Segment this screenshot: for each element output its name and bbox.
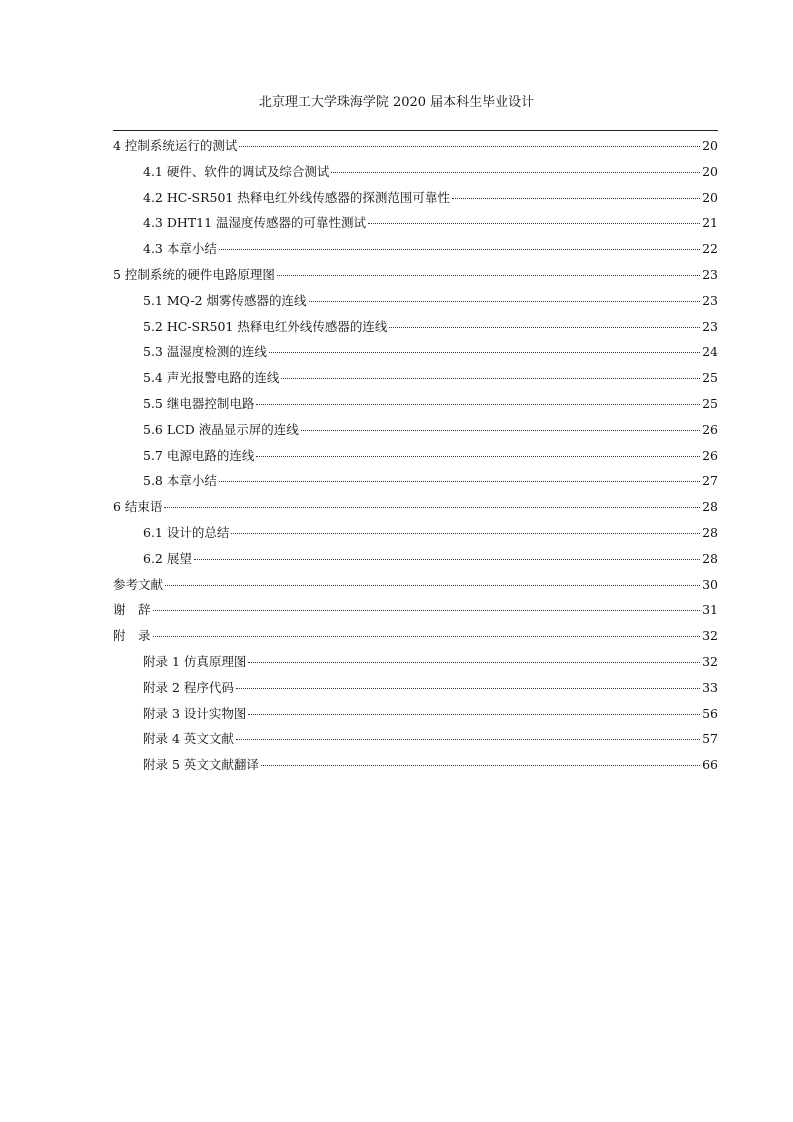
toc-leader-dots bbox=[331, 171, 700, 173]
toc-leader-dots bbox=[219, 248, 700, 250]
toc-leader-dots bbox=[194, 558, 700, 560]
toc-entry-page: 20 bbox=[702, 163, 718, 179]
toc-entry[interactable] bbox=[113, 446, 718, 472]
toc-entry[interactable] bbox=[113, 523, 718, 549]
toc-entry-title: 4.3 DHT11 温湿度传感器的可靠性测试 bbox=[143, 215, 366, 231]
header-rule bbox=[113, 130, 718, 131]
toc-entry[interactable] bbox=[113, 652, 718, 678]
toc-leader-dots bbox=[219, 480, 700, 482]
toc-entry-title: 谢 辞 bbox=[113, 602, 151, 618]
toc-leader-dots bbox=[261, 764, 700, 766]
toc-entry-title: 5.5 继电器控制电路 bbox=[143, 395, 255, 411]
toc-entry-title: 6.2 展望 bbox=[143, 550, 192, 566]
toc-leader-dots bbox=[256, 455, 700, 457]
toc-entry[interactable] bbox=[113, 213, 718, 239]
toc-entry-page: 22 bbox=[702, 241, 718, 257]
toc-entry-title: 5.8 本章小结 bbox=[143, 473, 217, 489]
toc-leader-dots bbox=[153, 635, 701, 637]
toc-entry-title: 参考文献 bbox=[113, 576, 164, 592]
toc-leader-dots bbox=[269, 351, 700, 353]
toc-entry[interactable] bbox=[113, 317, 718, 343]
toc-entry-page: 57 bbox=[702, 731, 718, 747]
toc-leader-dots bbox=[236, 738, 700, 740]
toc-entry-title: 4.3 本章小结 bbox=[143, 241, 217, 257]
toc-entry[interactable] bbox=[113, 136, 718, 162]
toc-entry-title: 附录 5 英文文献翻译 bbox=[143, 757, 259, 773]
toc-entry-title: 5.4 声光报警电路的连线 bbox=[143, 370, 280, 386]
toc-entry[interactable] bbox=[113, 678, 718, 704]
toc-leader-dots bbox=[281, 377, 700, 379]
toc-leader-dots bbox=[239, 145, 700, 147]
toc-leader-dots bbox=[301, 429, 700, 431]
toc-entry-page: 30 bbox=[702, 576, 718, 592]
toc-entry[interactable] bbox=[113, 265, 718, 291]
toc-entry-page: 31 bbox=[702, 602, 718, 618]
toc-entry-title: 4 控制系统运行的测试 bbox=[113, 138, 238, 153]
toc-leader-dots bbox=[231, 532, 700, 534]
toc-leader-dots bbox=[153, 609, 701, 611]
toc-leader-dots bbox=[368, 222, 700, 224]
toc-leader-dots bbox=[248, 661, 700, 663]
toc-entry-title: 5.1 MQ-2 烟雾传感器的连线 bbox=[143, 292, 307, 308]
toc-entry[interactable] bbox=[113, 239, 718, 265]
toc-entry[interactable] bbox=[113, 291, 718, 317]
toc-entry[interactable] bbox=[113, 600, 718, 626]
toc-entry[interactable] bbox=[113, 368, 718, 394]
toc-entry[interactable] bbox=[113, 342, 718, 368]
toc-leader-dots bbox=[389, 326, 700, 328]
toc-entry-page: 32 bbox=[702, 628, 718, 644]
toc-entry-title: 4.1 硬件、软件的调试及综合测试 bbox=[143, 163, 330, 179]
toc-entry-title: 附录 3 设计实物图 bbox=[143, 705, 247, 721]
toc-leader-dots bbox=[248, 713, 700, 715]
toc-entry[interactable] bbox=[113, 755, 718, 781]
toc-entry[interactable] bbox=[113, 729, 718, 755]
toc-entry-title: 附录 2 程序代码 bbox=[143, 679, 234, 695]
toc-entry-title: 6 结束语 bbox=[113, 499, 163, 515]
toc-entry-page: 33 bbox=[702, 679, 718, 695]
toc-entry-page: 26 bbox=[702, 421, 718, 437]
toc-entry-title: 4.2 HC-SR501 热释电红外线传感器的探测范围可靠性 bbox=[143, 189, 450, 205]
toc-leader-dots bbox=[452, 197, 700, 199]
toc-entry-page: 25 bbox=[702, 395, 718, 411]
running-header: 北京理工大学珠海学院 2020 届本科生毕业设计 bbox=[258, 95, 535, 110]
toc-leader-dots bbox=[165, 584, 700, 586]
toc-entry-page: 28 bbox=[702, 524, 718, 540]
toc-leader-dots bbox=[277, 274, 700, 276]
toc-entry-page: 28 bbox=[702, 499, 718, 515]
toc-entry-page: 28 bbox=[702, 550, 718, 566]
toc-entry-page: 66 bbox=[702, 757, 718, 773]
toc-entry[interactable] bbox=[113, 420, 718, 446]
toc-entry-title: 附 录 bbox=[113, 628, 151, 644]
toc-entry[interactable] bbox=[113, 471, 718, 497]
toc-entry-page: 20 bbox=[702, 138, 718, 153]
toc-entry[interactable] bbox=[113, 575, 718, 601]
toc-entry-page: 20 bbox=[702, 189, 718, 205]
toc-entry-page: 23 bbox=[702, 266, 718, 282]
toc-entry[interactable] bbox=[113, 704, 718, 730]
toc-entry-page: 25 bbox=[702, 370, 718, 386]
toc-entry-page: 23 bbox=[702, 318, 718, 334]
toc-leader-dots bbox=[309, 300, 701, 302]
toc-entry-title: 6.1 设计的总结 bbox=[143, 524, 230, 540]
toc-entry-title: 5.2 HC-SR501 热释电红外线传感器的连线 bbox=[143, 318, 388, 334]
toc-entry-page: 56 bbox=[702, 705, 718, 721]
toc-entry-title: 附录 4 英文文献 bbox=[143, 731, 234, 747]
toc-entry[interactable] bbox=[113, 394, 718, 420]
toc-entry[interactable] bbox=[113, 626, 718, 652]
toc-entry-page: 24 bbox=[702, 344, 718, 360]
toc-entry[interactable] bbox=[113, 162, 718, 188]
toc-entry-page: 21 bbox=[702, 215, 718, 231]
toc-entry[interactable] bbox=[113, 549, 718, 575]
toc-entry-title: 5 控制系统的硬件电路原理图 bbox=[113, 266, 275, 282]
toc-entry-title: 5.6 LCD 液晶显示屏的连线 bbox=[143, 421, 299, 437]
toc-entry-page: 27 bbox=[702, 473, 718, 489]
table-of-contents bbox=[113, 136, 718, 781]
toc-entry[interactable] bbox=[113, 497, 718, 523]
toc-leader-dots bbox=[256, 403, 700, 405]
toc-entry[interactable] bbox=[113, 188, 718, 214]
toc-entry-title: 5.7 电源电路的连线 bbox=[143, 447, 255, 463]
toc-leader-dots bbox=[164, 506, 700, 508]
toc-entry-title: 5.3 温湿度检测的连线 bbox=[143, 344, 267, 360]
toc-leader-dots bbox=[236, 687, 700, 689]
toc-entry-page: 32 bbox=[702, 653, 718, 669]
toc-entry-page: 26 bbox=[702, 447, 718, 463]
toc-entry-title: 附录 1 仿真原理图 bbox=[143, 653, 247, 669]
toc-entry-page: 23 bbox=[702, 292, 718, 308]
